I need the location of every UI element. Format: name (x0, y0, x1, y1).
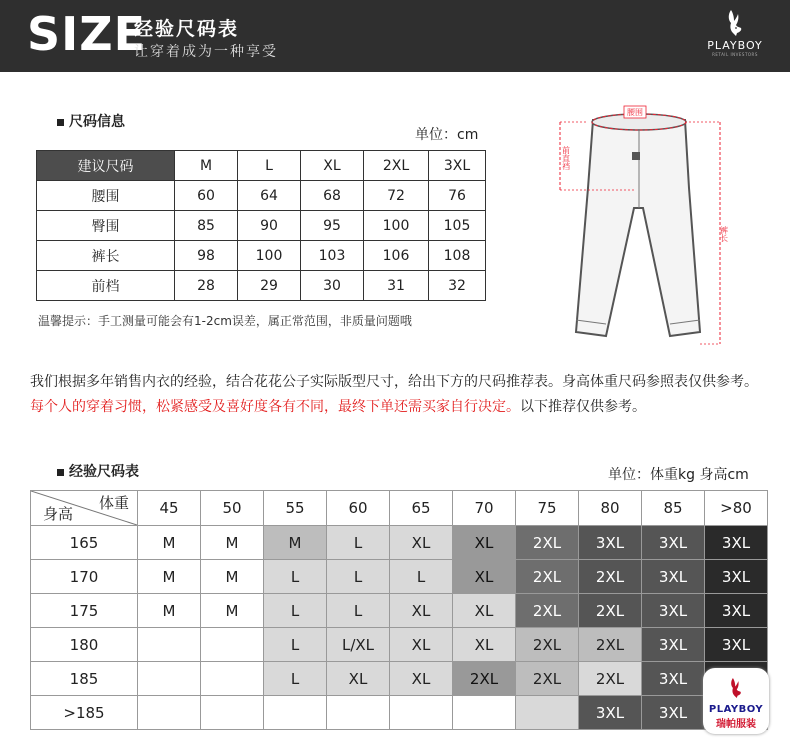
size-cell: L (264, 594, 327, 628)
table-header-cell: L (238, 151, 301, 181)
height-cell: 170 (31, 560, 138, 594)
height-cell: 180 (31, 628, 138, 662)
table-cell: 32 (429, 271, 486, 301)
weight-header-cell: 60 (327, 491, 390, 526)
size-cell: XL (390, 526, 453, 560)
size-cell: L (264, 628, 327, 662)
size-info-title: 尺码信息 (57, 111, 125, 131)
recommendation-paragraph (30, 370, 760, 420)
size-cell: L (327, 526, 390, 560)
playboy-logo (700, 8, 770, 66)
size-cell: XL (453, 560, 516, 594)
size-cell (264, 696, 327, 730)
table-row (31, 560, 768, 594)
size-cell (138, 628, 201, 662)
table-header-row (31, 491, 768, 526)
table-cell: 106 (364, 241, 429, 271)
size-cell: L (327, 560, 390, 594)
corner-weight-label: 体重 (98, 494, 129, 512)
table-header-row (37, 151, 486, 181)
size-cell: 3XL (579, 696, 642, 730)
size-cell: 3XL (642, 560, 705, 594)
weight-header-cell: 55 (264, 491, 327, 526)
table-cell: 76 (429, 181, 486, 211)
size-cell (453, 696, 516, 730)
paragraph-warning: 每个人的穿着习惯，松紧感受及喜好度各有不同，最终下单还需买家自行决定。 (30, 399, 520, 415)
size-cell (201, 662, 264, 696)
size-cell: XL (390, 594, 453, 628)
table-cell: 31 (364, 271, 429, 301)
table-cell: 腰围 (37, 181, 175, 211)
table-row (37, 181, 486, 211)
size-heading: SIZE (27, 7, 147, 61)
size-cell: M (138, 526, 201, 560)
size-cell: 3XL (642, 662, 705, 696)
height-cell: 185 (31, 662, 138, 696)
weight-header-cell: 80 (579, 491, 642, 526)
measurement-tip: 温馨提示：手工测量可能会有1-2cm误差，属正常范围，非质量问题哦 (38, 314, 412, 328)
exp-table-unit: 单位：体重kg 身高cm (608, 467, 749, 483)
table-cell: 100 (238, 241, 301, 271)
table-row (31, 662, 768, 696)
size-cell: 3XL (642, 628, 705, 662)
size-cell: 2XL (516, 560, 579, 594)
size-cell: 3XL (579, 526, 642, 560)
page-title: 经验尺码表 (134, 18, 240, 40)
size-cell (516, 696, 579, 730)
size-cell: 2XL (579, 560, 642, 594)
table-row (31, 526, 768, 560)
size-cell: 3XL (705, 560, 768, 594)
size-cell: 3XL (705, 526, 768, 560)
header-bar (0, 0, 790, 72)
exp-table-title: 经验尺码表 (57, 461, 139, 481)
square-bullet-icon (57, 469, 64, 476)
size-cell: M (264, 526, 327, 560)
size-cell: 3XL (642, 594, 705, 628)
size-cell (201, 628, 264, 662)
size-cell: 2XL (579, 662, 642, 696)
table-cell: 臀围 (37, 211, 175, 241)
size-cell: XL (453, 526, 516, 560)
weight-header-cell: >80 (705, 491, 768, 526)
bunny-badge-icon (726, 674, 746, 702)
size-cell: L (264, 560, 327, 594)
table-cell: 68 (301, 181, 364, 211)
table-header-cell: M (175, 151, 238, 181)
size-info-unit: 单位：cm (415, 127, 479, 143)
table-row (37, 271, 486, 301)
size-cell (138, 662, 201, 696)
weight-header-cell: 75 (516, 491, 579, 526)
size-cell: 2XL (453, 662, 516, 696)
size-cell: L (327, 594, 390, 628)
corner-height-label: 身高 (43, 505, 74, 523)
size-cell: 3XL (642, 696, 705, 730)
length-label: 裤长 (719, 226, 729, 242)
paragraph-part1: 我们根据多年销售内衣的经验，结合花花公子实际版型尺寸，给出下方的尺码推荐表。身高体重尺码参照表仅供参考。 (30, 374, 758, 390)
table-row (37, 211, 486, 241)
table-row (31, 594, 768, 628)
table-cell: 90 (238, 211, 301, 241)
height-cell: >185 (31, 696, 138, 730)
table-cell: 裤长 (37, 241, 175, 271)
size-cell: M (201, 526, 264, 560)
weight-header-cell: 85 (642, 491, 705, 526)
size-cell: XL (390, 662, 453, 696)
table-header-cell: XL (301, 151, 364, 181)
pants-diagram (548, 100, 748, 352)
playboy-badge (703, 668, 769, 734)
badge-brand: PLAYBOY (708, 704, 764, 715)
table-cell: 28 (175, 271, 238, 301)
experience-size-table (30, 490, 768, 730)
size-cell: XL (453, 628, 516, 662)
size-cell (390, 696, 453, 730)
height-cell: 165 (31, 526, 138, 560)
size-cell: XL (327, 662, 390, 696)
waist-label: 腰围 (627, 108, 643, 117)
paragraph-part3: 以下推荐仅供参考。 (520, 399, 646, 415)
size-cell: 2XL (516, 526, 579, 560)
size-cell: XL (390, 628, 453, 662)
table-header-cell: 2XL (364, 151, 429, 181)
size-cell: 2XL (516, 594, 579, 628)
weight-header-cell: 45 (138, 491, 201, 526)
badge-shop: 瑞帕服装 (716, 719, 756, 730)
page-subtitle: 让穿着成为一种享受 (134, 44, 278, 60)
table-cell: 85 (175, 211, 238, 241)
table-cell: 30 (301, 271, 364, 301)
table-cell: 72 (364, 181, 429, 211)
fly-logo (632, 152, 640, 160)
table-cell: 前档 (37, 271, 175, 301)
size-cell (201, 696, 264, 730)
height-cell: 175 (31, 594, 138, 628)
size-cell: 3XL (705, 594, 768, 628)
size-cell: M (138, 594, 201, 628)
size-cell: M (138, 560, 201, 594)
size-cell: 2XL (516, 662, 579, 696)
table-cell: 29 (238, 271, 301, 301)
size-cell: XL (453, 594, 516, 628)
size-cell: 2XL (516, 628, 579, 662)
table-row (31, 628, 768, 662)
table-row (31, 696, 768, 730)
size-cell (327, 696, 390, 730)
table-cell: 105 (429, 211, 486, 241)
front-rise-label: 前直裆 (561, 146, 571, 170)
size-cell: L (264, 662, 327, 696)
size-cell: L/XL (327, 628, 390, 662)
corner-cell (31, 491, 138, 526)
table-row (37, 241, 486, 271)
table-cell: 60 (175, 181, 238, 211)
size-cell: 3XL (705, 628, 768, 662)
logo-brand-text: PLAYBOY (707, 39, 763, 52)
size-cell: 3XL (642, 526, 705, 560)
size-cell: 2XL (579, 628, 642, 662)
table-header-cell: 建议尺码 (37, 151, 175, 181)
table-cell: 95 (301, 211, 364, 241)
size-cell (138, 696, 201, 730)
size-cell: 2XL (579, 594, 642, 628)
weight-header-cell: 70 (453, 491, 516, 526)
logo-small-text: RETAIL INVESTORS (712, 52, 758, 57)
table-header-cell: 3XL (429, 151, 486, 181)
size-cell: M (201, 594, 264, 628)
size-info-table (36, 150, 486, 301)
size-cell: M (201, 560, 264, 594)
table-cell: 64 (238, 181, 301, 211)
weight-header-cell: 50 (201, 491, 264, 526)
size-cell: L (390, 560, 453, 594)
square-bullet-icon (57, 119, 64, 126)
bunny-logo-icon (722, 8, 748, 38)
table-cell: 98 (175, 241, 238, 271)
table-cell: 103 (301, 241, 364, 271)
table-cell: 100 (364, 211, 429, 241)
table-cell: 108 (429, 241, 486, 271)
weight-header-cell: 65 (390, 491, 453, 526)
